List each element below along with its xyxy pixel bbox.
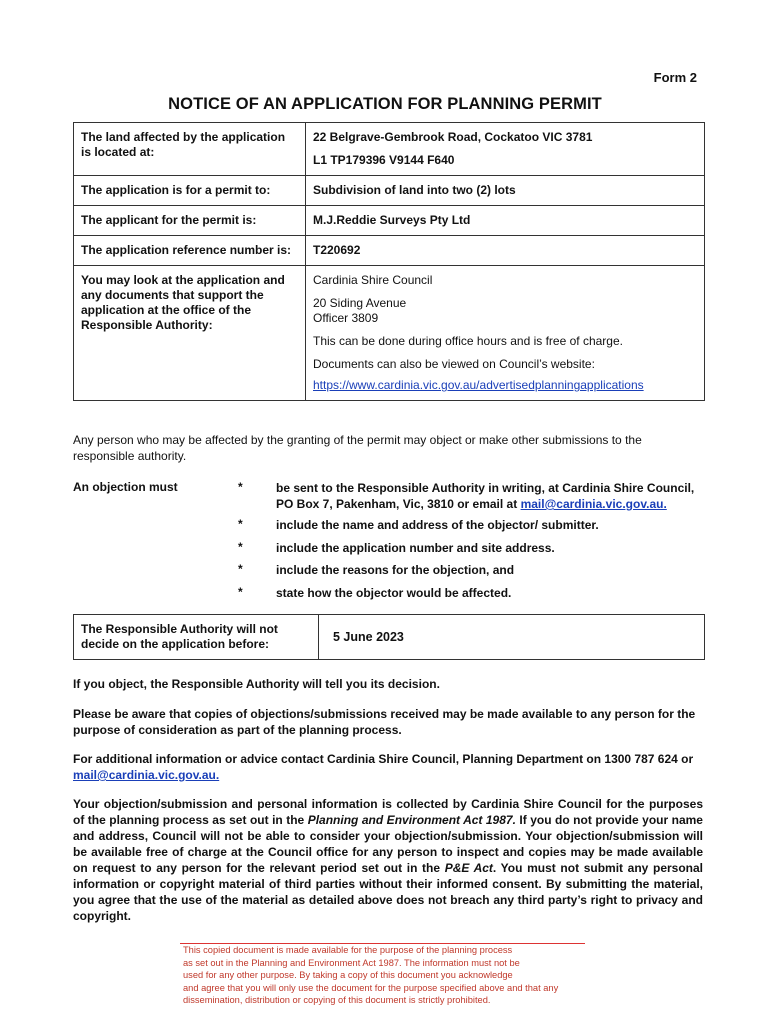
contact-text: For additional information or advice contact Cardinia Shire Council, Planning Department on 1300 787 624 or — [73, 752, 694, 766]
inspection-label: You may look at the application and any documents that support the application at the office of the Responsible Authority: — [74, 266, 306, 401]
objection-email-link[interactable]: mail@cardinia.vic.gov.au. — [520, 497, 667, 511]
act-name: Planning and Environment Act 1987. — [307, 813, 516, 827]
objection-item-send — [276, 480, 706, 512]
objection-item-application: include the application number and site address. — [276, 541, 555, 555]
objection-item-affected: state how the objector would be affected. — [276, 586, 512, 600]
application-info-table — [73, 122, 705, 401]
permit-value: Subdivision of land into two (2) lots — [306, 176, 705, 206]
land-address: 22 Belgrave-Gembrook Road, Cockatoo VIC 3781 — [313, 130, 593, 144]
statement-part: If you do not provide your name and address, Council will not be able to consider your objection/submission. Your objection/submission will be available free of charge at the Council office for any person to inspect and copies may be made available on request to any person for the relevant period set out in the — [73, 813, 703, 875]
applicant-label: The applicant for the permit is: — [74, 206, 306, 236]
website-note: Documents can also be viewed on Council’s website: — [313, 357, 595, 371]
objection-intro: Any person who may be affected by the granting of the permit may object or make other submissions to the responsible authority. — [73, 433, 642, 463]
reference-value: T220692 — [306, 236, 705, 266]
table-row — [74, 615, 705, 660]
bullet-star: * — [238, 540, 243, 554]
disclaimer-line: dissemination, distribution or copying of this document is strictly prohibited. — [183, 995, 491, 1005]
council-name: Cardinia Shire Council — [313, 273, 433, 287]
land-title: L1 TP179396 V9144 F640 — [313, 153, 455, 167]
objection-label: An objection must — [73, 480, 178, 494]
decision-table — [73, 614, 705, 660]
bullet-star: * — [238, 585, 243, 599]
land-label: The land affected by the application is located at: — [74, 123, 306, 176]
disclaimer-line: This copied document is made available for the purpose of the planning process — [183, 945, 513, 955]
bullet-star: * — [238, 562, 243, 576]
office-hours-note: This can be done during office hours and is free of charge. — [313, 334, 623, 348]
page-title: NOTICE OF AN APPLICATION FOR PLANNING PERMIT — [168, 95, 602, 113]
disclaimer-line: used for any other purpose. By taking a copy of this document you acknowledge — [183, 970, 513, 980]
permit-label: The application is for a permit to: — [74, 176, 306, 206]
website-link[interactable]: https://www.cardinia.vic.gov.au/advertisedplanningapplications — [313, 378, 644, 392]
decision-notice: If you object, the Responsible Authority will tell you its decision. — [73, 677, 440, 691]
objection-item-name: include the name and address of the objector/ submitter. — [276, 518, 599, 532]
bullet-star: * — [238, 480, 243, 494]
statement-part: . You must not submit any personal information or copyright material of third parties without their informed consent. By submitting the material, you agree that the use of the material as detailed above does not breach any third party’s right to privacy and copyright. — [73, 861, 704, 923]
table-row — [74, 266, 705, 401]
council-address-line2: Officer 3809 — [313, 311, 379, 325]
bullet-star: * — [238, 517, 243, 531]
objection-item-reasons: include the reasons for the objection, and — [276, 563, 515, 577]
applicant-value: M.J.Reddie Surveys Pty Ltd — [306, 206, 705, 236]
decision-date: 5 June 2023 — [319, 615, 705, 660]
statement-part: Your objection/submission and personal information is collected by Cardinia Shire Council for the purposes of the planning process as set out in the — [73, 797, 703, 827]
land-value — [306, 123, 705, 176]
contact-email-link[interactable]: mail@cardinia.vic.gov.au. — [73, 768, 220, 782]
privacy-notice: Please be aware that copies of objections/submissions received may be made available to any person for the purpose of consideration as part of the planning process. — [73, 707, 696, 737]
inspection-value — [306, 266, 705, 401]
form-number: Form 2 — [653, 70, 697, 85]
table-row — [74, 206, 705, 236]
act-abbrev: P&E Act — [444, 861, 493, 875]
reference-label: The application reference number is: — [74, 236, 306, 266]
table-row — [74, 236, 705, 266]
copy-disclaimer — [183, 944, 593, 1007]
objection-send-text: be sent to the Responsible Authority in writing, at Cardinia Shire Council, PO Box 7, Pakenham, Vic, 3810 or email at — [276, 481, 695, 511]
contact-info — [73, 751, 703, 783]
table-row — [74, 176, 705, 206]
disclaimer-line: and agree that you will only use the document for the purpose specified above and that any — [183, 982, 559, 993]
table-row — [74, 123, 705, 176]
disclaimer-line: as set out in the Planning and Environment Act 1987. The information must not be — [183, 957, 520, 968]
decision-label: The Responsible Authority will not decide on the application before: — [74, 615, 319, 660]
council-address-line1: 20 Siding Avenue — [313, 296, 407, 310]
personal-info-statement — [73, 796, 703, 924]
